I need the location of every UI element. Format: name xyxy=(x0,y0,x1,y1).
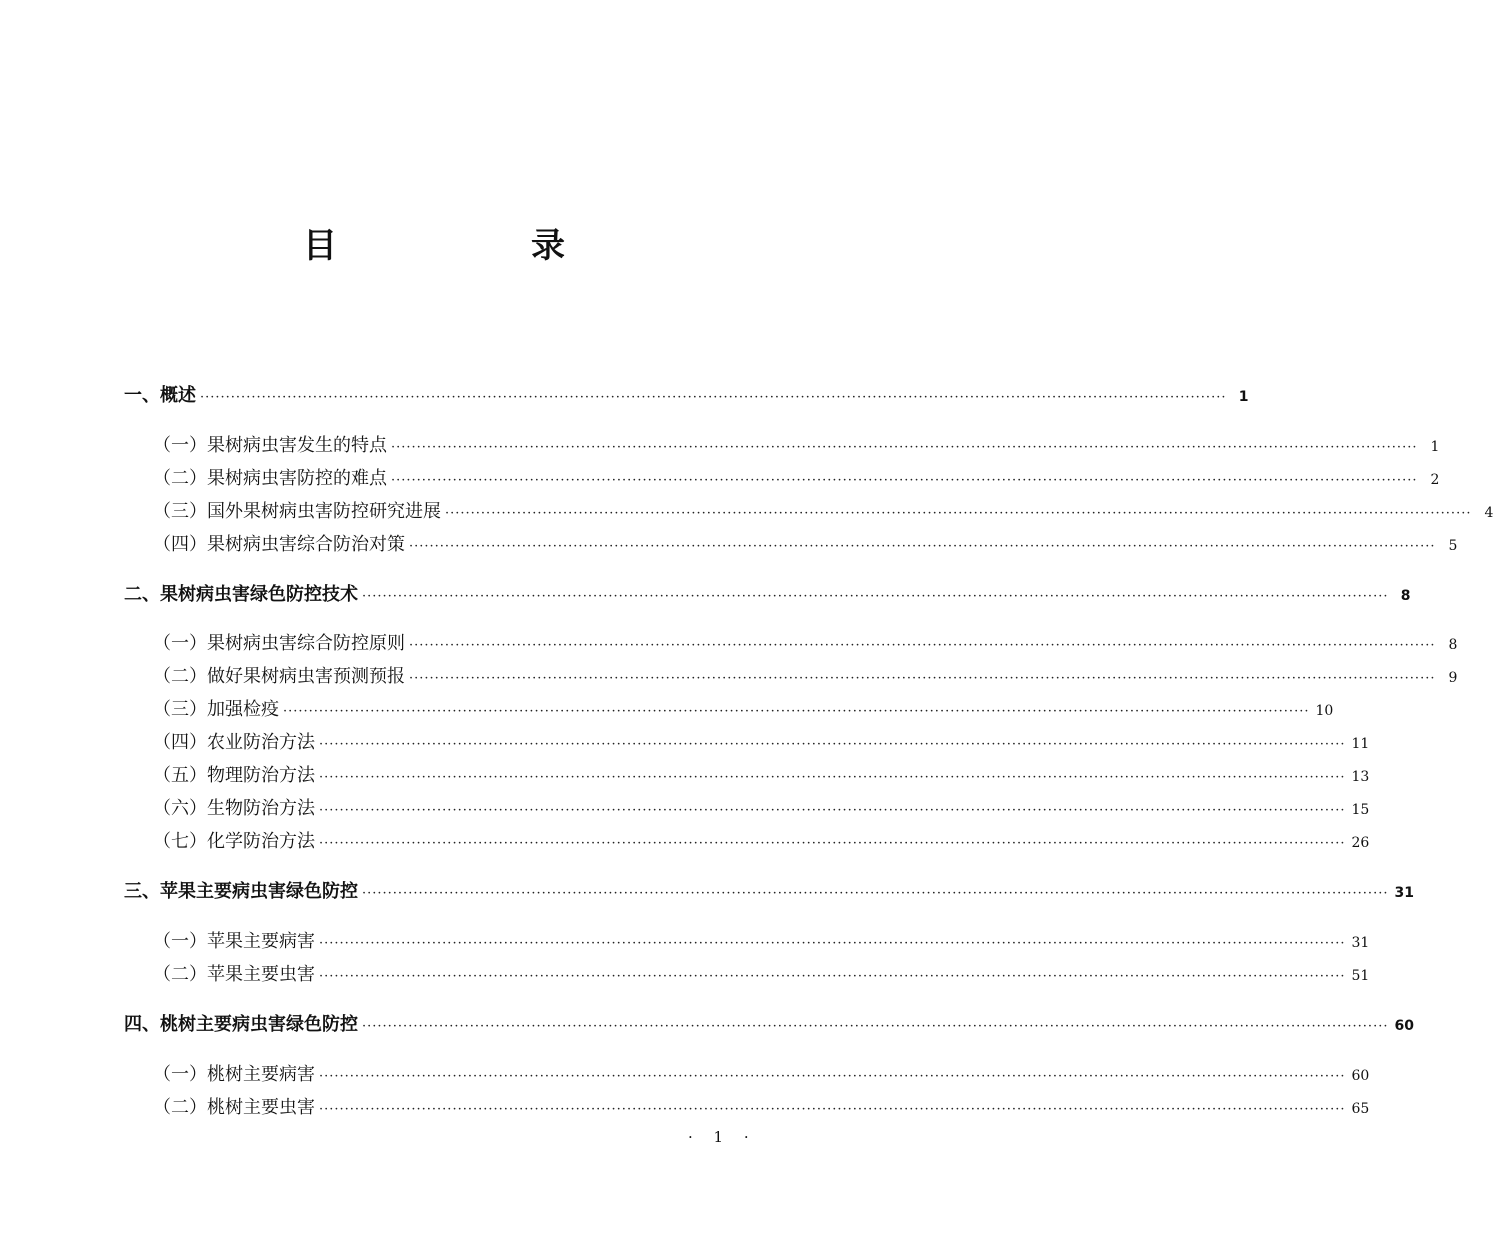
toc-section-1-2[interactable] xyxy=(153,464,1440,490)
toc-chapter-3[interactable] xyxy=(124,877,1414,903)
leader-dots: ········································································································································································································ xyxy=(391,473,1418,488)
toc-label: （一）果树病虫害综合防控原则 xyxy=(153,633,405,654)
toc-label: （三）加强检疫 xyxy=(153,699,279,720)
page-title: 目 录 xyxy=(303,226,645,266)
toc-section-2-1[interactable] xyxy=(153,629,1458,655)
toc-section-1-4[interactable] xyxy=(153,530,1458,556)
toc-page-number: 60 xyxy=(1394,1018,1414,1034)
toc-label: （三）国外果树病虫害防控研究进展 xyxy=(153,501,441,522)
leader-dots: ········································································································································································································ xyxy=(409,638,1436,653)
leader-dots: ········································································································································································································ xyxy=(319,770,1346,785)
toc-label: 一、概述 xyxy=(124,385,196,406)
toc-section-3-2[interactable] xyxy=(153,960,1370,986)
toc-page-number: 1 xyxy=(1238,389,1249,405)
toc-section-4-2[interactable] xyxy=(153,1093,1370,1119)
toc-section-2-5[interactable] xyxy=(153,761,1370,787)
toc-section-2-4[interactable] xyxy=(153,728,1370,754)
leader-dots: ········································································································································································································ xyxy=(409,539,1436,554)
toc-section-3-1[interactable] xyxy=(153,927,1370,953)
toc-page-number: 8 xyxy=(1400,588,1411,604)
toc-label: （五）物理防治方法 xyxy=(153,765,315,786)
toc-chapter-4[interactable] xyxy=(124,1010,1414,1036)
toc-section-2-7[interactable] xyxy=(153,827,1370,853)
toc-label: 三、苹果主要病虫害绿色防控 xyxy=(124,881,358,902)
toc-page-number: 10 xyxy=(1315,703,1334,719)
page-footer-number: · 1 · xyxy=(688,1128,757,1146)
leader-dots: ········································································································································································································ xyxy=(362,1019,1389,1034)
toc-label: （二）果树病虫害防控的难点 xyxy=(153,468,387,489)
toc-section-2-2[interactable] xyxy=(153,662,1458,688)
toc-section-1-3[interactable] xyxy=(153,497,1493,523)
toc-label: （四）农业防治方法 xyxy=(153,732,315,753)
toc-page-number: 51 xyxy=(1351,968,1370,984)
toc-page-number: 15 xyxy=(1351,802,1370,818)
toc-label: （二）苹果主要虫害 xyxy=(153,964,315,985)
leader-dots: ········································································································································································································ xyxy=(319,1069,1346,1084)
toc-page-number: 60 xyxy=(1351,1068,1370,1084)
leader-dots: ········································································································································································································ xyxy=(200,390,1227,405)
leader-dots: ········································································································································································································ xyxy=(319,836,1346,851)
toc-page-number: 31 xyxy=(1394,885,1414,901)
toc-page-number: 13 xyxy=(1351,769,1370,785)
toc-page-number: 11 xyxy=(1351,736,1370,752)
toc-section-2-3[interactable] xyxy=(153,695,1334,721)
toc-section-1-1[interactable] xyxy=(153,431,1440,457)
toc-page-number: 9 xyxy=(1448,670,1458,686)
leader-dots: ········································································································································································································ xyxy=(445,506,1472,521)
toc-label: （一）果树病虫害发生的特点 xyxy=(153,435,387,456)
leader-dots: ········································································································································································································ xyxy=(319,969,1346,984)
toc-label: （一）桃树主要病害 xyxy=(153,1064,315,1085)
toc-page-number: 31 xyxy=(1351,935,1370,951)
toc-label: 二、果树病虫害绿色防控技术 xyxy=(124,584,358,605)
leader-dots: ········································································································································································································ xyxy=(319,936,1346,951)
toc-page-number: 4 xyxy=(1484,505,1493,521)
leader-dots: ········································································································································································································ xyxy=(362,589,1389,604)
toc-section-4-1[interactable] xyxy=(153,1060,1370,1086)
leader-dots: ········································································································································································································ xyxy=(319,1102,1346,1117)
toc-page-number: 2 xyxy=(1430,472,1440,488)
leader-dots: ········································································································································································································ xyxy=(362,886,1389,901)
toc-label: （二）桃树主要虫害 xyxy=(153,1097,315,1118)
leader-dots: ········································································································································································································ xyxy=(409,671,1436,686)
toc-section-2-6[interactable] xyxy=(153,794,1370,820)
leader-dots: ········································································································································································································ xyxy=(319,737,1346,752)
leader-dots: ········································································································································································································ xyxy=(391,440,1418,455)
toc-page-number: 1 xyxy=(1430,439,1440,455)
toc-chapter-1[interactable] xyxy=(124,381,1249,407)
leader-dots: ········································································································································································································ xyxy=(319,803,1346,818)
toc-label: （一）苹果主要病害 xyxy=(153,931,315,952)
toc-label: （二）做好果树病虫害预测预报 xyxy=(153,666,405,687)
toc-label: （四）果树病虫害综合防治对策 xyxy=(153,534,405,555)
toc-page-number: 8 xyxy=(1448,637,1458,653)
toc-page-number: 5 xyxy=(1448,538,1458,554)
toc-label: （七）化学防治方法 xyxy=(153,831,315,852)
leader-dots: ········································································································································································································ xyxy=(283,704,1310,719)
toc-page-number: 26 xyxy=(1351,835,1370,851)
toc-label: 四、桃树主要病虫害绿色防控 xyxy=(124,1014,358,1035)
toc-page-number: 65 xyxy=(1351,1101,1370,1117)
toc-label: （六）生物防治方法 xyxy=(153,798,315,819)
toc-chapter-2[interactable] xyxy=(124,580,1411,606)
